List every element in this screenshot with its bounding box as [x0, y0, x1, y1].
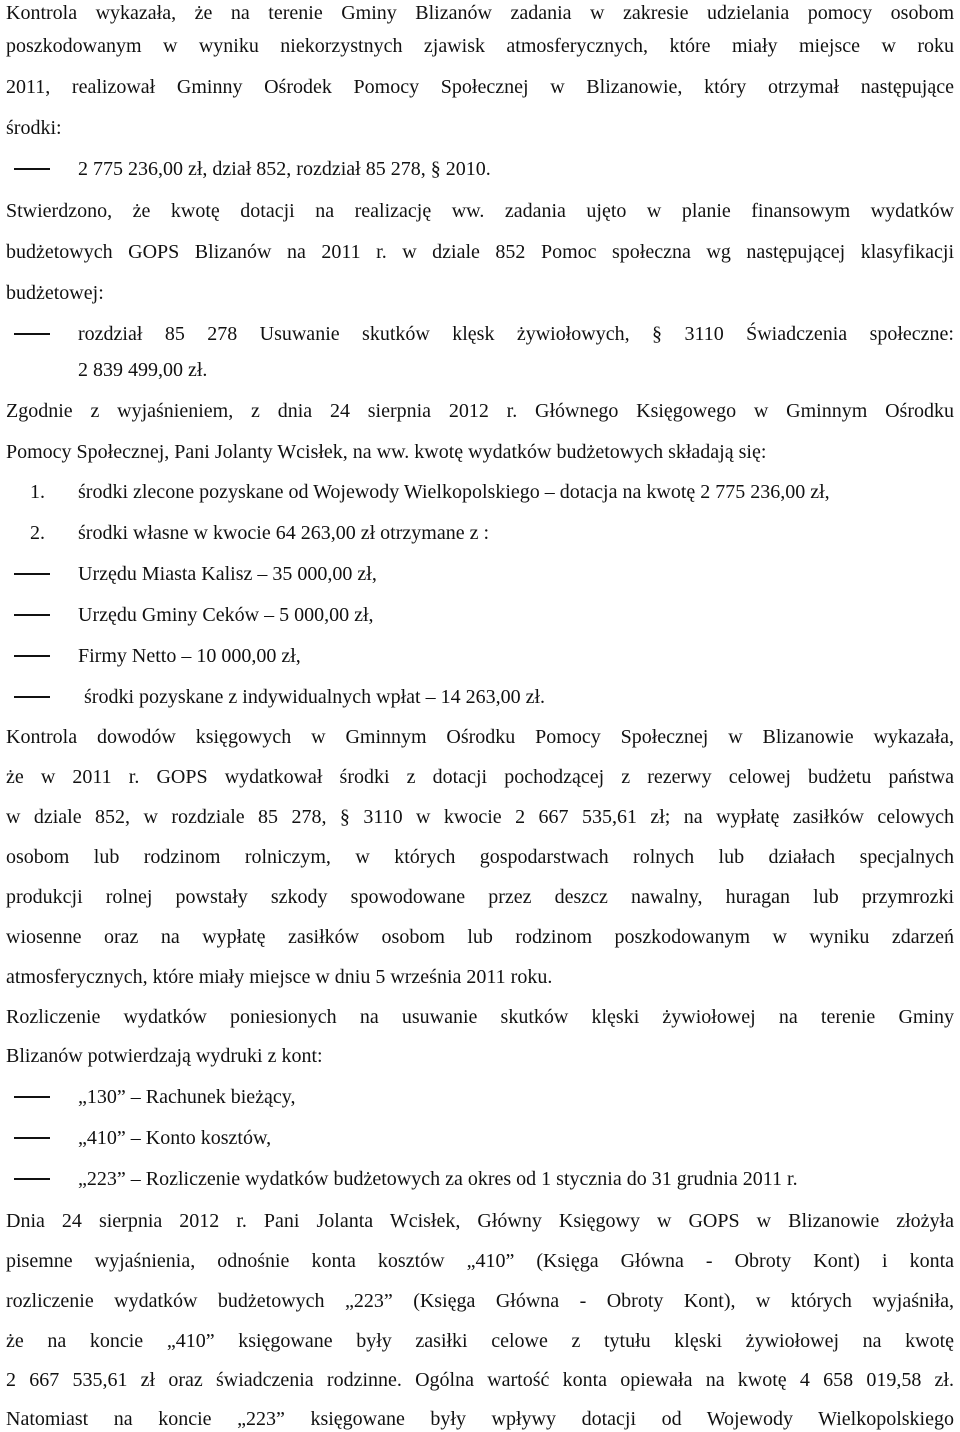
paragraph-line: Dnia 24 sierpnia 2012 r. Pani Jolanta Wcisłek, Główny Księgowy w GOPS w Blizanowie złożyła [6, 1210, 954, 1232]
dash-bullet [14, 333, 50, 335]
paragraph-line: budżetowych GOPS Blizanów na 2011 r. w dziale 852 Pomoc społeczna wg następującej klasyfikacji [6, 241, 954, 263]
paragraph-line: Kontrola wykazała, że na terenie Gminy Blizanów zadania w zakresie udzielania pomocy osobom [6, 2, 954, 24]
item-text: środki zlecone pozyskane od Wojewody Wielkopolskiego – dotacja na kwotę 2 775 236,00 zł, [78, 481, 830, 503]
paragraph-line: że na koncie „410” księgowane były zasiłki celowe z tytułu klęski żywiołowej na kwotę [6, 1330, 954, 1352]
bullet-item [6, 643, 954, 669]
paragraph-line: 2011, realizował Gminny Ośrodek Pomocy Społecznej w Blizanowie, który otrzymał następujące [6, 76, 954, 98]
paragraph-line: Zgodnie z wyjaśnieniem, z dnia 24 sierpnia 2012 r. Głównego Księgowego w Gminnym Ośrodku [6, 400, 954, 422]
bullet-item [6, 156, 954, 182]
bullet-item [6, 1084, 954, 1110]
item-text: środki własne w kwocie 64 263,00 zł otrzymane z : [78, 522, 490, 544]
bullet-item [6, 321, 954, 347]
paragraph-line: że w 2011 r. GOPS wydatkował środki z dotacji pochodzącej z rezerwy celowej budżetu państwa [6, 766, 954, 788]
bullet-item [6, 1166, 954, 1192]
numbered-item [6, 479, 954, 505]
bullet-item [6, 1125, 954, 1151]
bullet-text: rozdział 85 278 Usuwanie skutków klęsk żywiołowych, § 3110 Świadczenia społeczne: [78, 323, 954, 345]
paragraph-line: Blizanów potwierdzają wydruki z kont: [6, 1045, 323, 1067]
item-number: 1. [30, 481, 45, 503]
paragraph-line: w dziale 852, w rozdziale 85 278, § 3110 w kwocie 2 667 535,61 zł; na wypłatę zasiłków celowych [6, 806, 954, 828]
dash-bullet [14, 168, 50, 170]
dash-bullet [14, 1137, 50, 1139]
paragraph-line: wiosenne oraz na wypłatę zasiłków osobom lub rodzinom poszkodowanym w wyniku zdarzeń [6, 926, 954, 948]
dash-bullet [14, 573, 50, 575]
bullet-item [6, 561, 954, 587]
dash-bullet [14, 655, 50, 657]
paragraph-line: pisemne wyjaśnienia, odnośnie konta kosztów „410” (Księga Główna - Obroty Kont) i konta [6, 1250, 954, 1272]
bullet-text: „130” – Rachunek bieżący, [78, 1086, 296, 1108]
paragraph-line: środki: [6, 117, 62, 139]
paragraph-line: Stwierdzono, że kwotę dotacji na realizację ww. zadania ujęto w planie finansowym wydatków [6, 200, 954, 222]
bullet-item [6, 684, 954, 710]
item-number: 2. [30, 522, 45, 544]
paragraph-line: osobom lub rodzinom rolniczym, w których gospodarstwach rolnych lub działach specjalnych [6, 846, 954, 868]
paragraph-line: rozliczenie wydatków budżetowych „223” (Księga Główna - Obroty Kont), w których wyjaśniła, [6, 1290, 954, 1312]
dash-bullet [14, 614, 50, 616]
bullet-item [6, 602, 954, 628]
paragraph-line: 2 667 535,61 zł oraz świadczenia rodzinne. Ogólna wartość konta opiewała na kwotę 4 658 019,58 zł. [6, 1369, 954, 1391]
bullet-text: Urzędu Gminy Ceków – 5 000,00 zł, [78, 604, 374, 626]
paragraph-line: Rozliczenie wydatków poniesionych na usuwanie skutków klęski żywiołowej na terenie Gminy [6, 1006, 954, 1028]
paragraph-line: budżetowej: [6, 282, 104, 304]
numbered-item [6, 520, 954, 546]
dash-bullet [14, 696, 50, 698]
bullet-text: 2 775 236,00 zł, dział 852, rozdział 85 278, § 2010. [78, 158, 491, 180]
bullet-text: „223” – Rozliczenie wydatków budżetowych za okres od 1 stycznia do 31 grudnia 2011 r. [78, 1168, 798, 1190]
paragraph-line: atmosferycznych, które miały miejsce w dniu 5 września 2011 roku. [6, 966, 553, 988]
bullet-text: 2 839 499,00 zł. [78, 359, 208, 381]
dash-bullet [14, 1178, 50, 1180]
paragraph-line: Natomiast na koncie „223” księgowane były wpływy dotacji od Wojewody Wielkopolskiego [6, 1408, 954, 1430]
paragraph-line: Kontrola dowodów księgowych w Gminnym Ośrodku Pomocy Społecznej w Blizanowie wykazała, [6, 726, 954, 748]
paragraph-line: poszkodowanym w wyniku niekorzystnych zjawisk atmosferycznych, które miały miejsce w roku [6, 35, 954, 57]
paragraph-line: produkcji rolnej powstały szkody spowodowane przez deszcz nawalny, huragan lub przymrozki [6, 886, 954, 908]
dash-bullet [14, 1096, 50, 1098]
bullet-text: Urzędu Miasta Kalisz – 35 000,00 zł, [78, 563, 377, 585]
bullet-text: „410” – Konto kosztów, [78, 1127, 272, 1149]
paragraph-line: Pomocy Społecznej, Pani Jolanty Wcisłek, na ww. kwotę wydatków budżetowych składają się: [6, 441, 767, 463]
bullet-text: Firmy Netto – 10 000,00 zł, [78, 645, 301, 667]
bullet-continuation [6, 357, 954, 383]
bullet-text: środki pozyskane z indywidualnych wpłat – 14 263,00 zł. [84, 686, 546, 708]
